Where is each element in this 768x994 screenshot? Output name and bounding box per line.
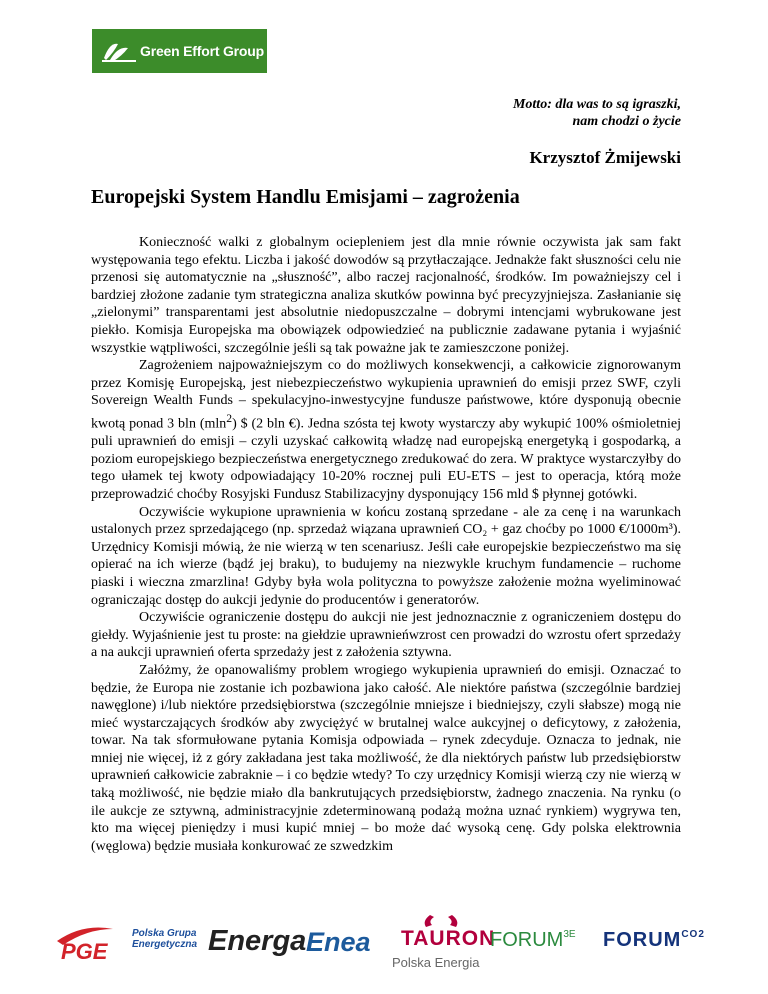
forum-co2-logo [603,929,705,952]
forum-co2-sup: CO2 [681,929,705,940]
enea-logo: Enea [306,927,371,957]
motto-line-1: Motto: dla was to są igraszki, [512,97,681,112]
logo-text: Green Effort Group [140,43,264,59]
forum-3e-sup: 3E [563,929,576,940]
motto [513,96,681,130]
tauron-subtitle: Polska Energia [392,955,480,970]
footnote-marker: 2 [226,411,233,425]
paragraph-5: Załóżmy, że opanowaliśmy problem wrogiego wykupienia uprawnień do emisji. Oznaczać to będzie, że Europa nie zostanie ich pozbawiona jako całość. Ale niektóre państwa (szczególnie bardziej nawęglone) i/lub niektóre przedsiębiorstwa (szczególnie mniejsze i biedniejszy, czyli słabsze) mogą nie mieć wystarczających środków aby zwyciężyć w brutalnej walce aukcyjnej o deficytowy, z założenia, towar. Na tak sformułowane pytania Komisja odpowiada – rynek zdecyduje. Oznacza to jednak, nie mniej nie więcej, iż z góry zakładana jest taka możliwość, że dla niektórych państw lub przedsiębiorstw uprawnień całkowicie zabraknie – i co będzie wtedy? To czy urzędnicy Komisji wierzą czy nie wierzą w taką możliwość, nie będzie miało dla bankrutujących przedsiębiorstw, żadnego znaczenia. Na rynku (o ile aukcje ze sztywną, administracyjnie zdeterminowaną podażą można uznać rynkiem) wygrywa ten, kto ma więcej pieniędzy i musi kupić mniej – bo może dać wysoką cenę. Gdy polska elektrownia (węglowa) będzie musiała konkurować ze szwedzkim [91,662,681,854]
forum-3e-logo [490,929,576,952]
tauron-logo-text: TAURON [401,927,496,950]
paragraph-2-part-2: ) $ (2 bln €). Jedna szósta tej kwoty wystarczy aby wykupić 100% ośmioletniej puli uprawnień do emisji – czyli uzyskać całkowitą władzę nad europejską energetyką i gospodarką, a poziom europejskiego bezpieczeństwa energetycznego zredukować do zera. W praktyce wystarczyłby do tego ułamek tej kwoty odpowiadający 10-20% rocznej puli EU-ETS – jest to operacja, którą może przeprowadzić choćby Rosyjski Fundusz Stabilizacyjny dysponujący 156 mld $ płynnej gotówki. [91,416,681,502]
author-name: Krzysztof Żmijewski [529,148,681,167]
pge-logo [53,923,131,963]
article-body [91,234,681,855]
pge-logo-text: PGE [61,939,108,963]
leaf-icon [102,38,136,64]
paragraph-1: Konieczność walki z globalnym ociepleniem jest dla mnie równie oczywista jak sam fakt występowania tego efektu. Liczba i jakość dowodów są przytłaczające. Jednakże fakt słuszności celu nie przenosi się automatycznie na „słuszność”, albo raczej racjonalność, środków. Im poważniejszy cel i bardziej złożone zadanie tym strategiczna analiza skutków powinna być precyzyjniejsza. Zasłanianie się „zielonymi” transparentami jest absolutnie niedopuszczalne – dobrymi intencjami wybrukowane jest piekło. Komisja Europejska ma obowiązek odpowiedzieć na publicznie zadawane pytania i wyjaśnić wszystkie wątpliwości, szczególnie jeśli są tak poważne jak te zamieszczone poniżej. [91,235,681,356]
pgg-line-2: Energetyczna [132,939,198,950]
green-effort-group-logo [92,29,267,73]
motto-line-2: nam chodzi o życie [572,114,681,129]
energa-logo: Energa [208,925,307,957]
forum-co2-text: FORUM [603,929,682,951]
pgg-line-1: Polska Grupa [132,928,197,939]
document-title: Europejski System Handlu Emisjami – zagrożenia [91,186,520,208]
pgg-logo [132,928,197,950]
paragraph-3: Oczywiście wykupione uprawnienia w końcu zostaną sprzedane - ale za cenę i na warunkach ustalonych przez sprzedającego (np. sprzedaż wiązana uprawnień CO₂ + gaz choćby po 1000 €/1000m³). Urzędnicy Komisji mówią, że nie wierzą w ten scenariusz. Jeśli całe europejskie bezpieczeństwo ma się opierać na ich wierze (bądź jej braku), to budujemy na niezwykle kruchym fundamencie – ruchome piaski i wieczna zmarzlina! Gdyby była wola polityczna to powyższe założenie można wyeliminować ograniczając dostęp do aukcji jedynie do producentów i generatorów. [91,504,681,608]
sponsor-logos [0,915,768,985]
forum-3e-text: FORUM [490,929,564,951]
paragraph-4: Oczywiście ograniczenie dostępu do aukcji nie jest jednoznacznie z ograniczeniem dostępu do giełdy. Wyjaśnienie jest tu proste: na giełdzie uprawnieńwzrost cen prowadzi do wzrostu ofert sprzedaży a na aukcji uprawnień oferta sprzedaży jest z założenia sztywna. [91,610,681,661]
paragraph-2-part-1: Zagrożeniem najpoważniejszym co do możliwych konsekwencji, a całkowicie zignorowanym przez Komisję Europejską, jest niebezpieczeństwo wykupienia uprawnień do emisji przez SWF, czyli Sovereign Wealth Funds – spekulacyjno-inwestycyjne fundusze państwowe, które dysponują obecnie kwotą ponad 3 bln (mln [91,358,681,432]
paragraph-2 [91,357,681,503]
